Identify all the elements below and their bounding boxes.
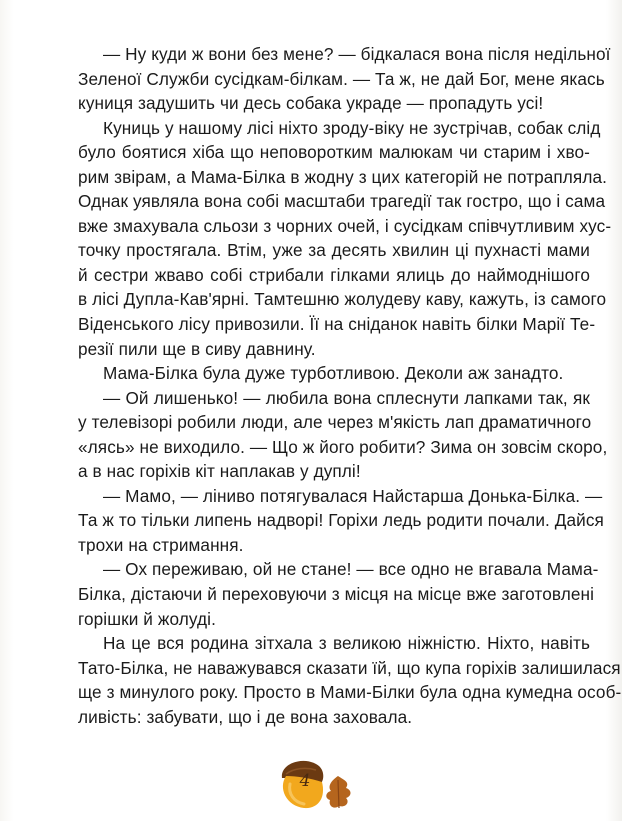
paragraph bbox=[78, 361, 590, 386]
text-line: а в нас горіхів кіт наплакав у дуплі! bbox=[78, 461, 361, 482]
text-line: було боятися хіба що неповоротким малюкам чи старим і хво- bbox=[78, 142, 590, 163]
text-line: — Ой лишенько! — любила вона сплеснути лапками так, як bbox=[103, 387, 590, 408]
page-text bbox=[78, 42, 622, 729]
text-line: — Ну куди ж вони без мене? — бідкалася вона після недільної bbox=[103, 44, 611, 64]
text-line: в лісі Дупла-Кав'ярні. Тамтешню жолудеву каву, кажуть, із самого bbox=[78, 289, 607, 310]
text-line: й сестри жваво собі стрибали гілками ялиць до наймоднішого bbox=[78, 264, 590, 285]
page-number: 4 bbox=[299, 771, 311, 791]
text-line: ще з минулого року. Просто в Мами-Білки була одна кумедна особ- bbox=[78, 682, 622, 703]
text-line: «лясь» не виходило. — Що ж його робити? Зима он зовсім скоро, bbox=[78, 436, 608, 457]
paragraph bbox=[78, 557, 599, 631]
text-line: Білка, дістаючи й переховуючи з місця на місце вже заготовлені bbox=[78, 584, 594, 605]
text-line: у телевізорі робили люди, але через м'якість лап драматичного bbox=[78, 412, 592, 433]
text-line: куниця задушить чи десь собака украде — пропадуть усі! bbox=[78, 93, 544, 114]
text-line: ливість: забувати, що і де вона заховала. bbox=[78, 706, 413, 727]
text-line: Зеленої Служби сусідкам-білкам. — Та ж, не дай Бог, мене якась bbox=[78, 68, 605, 89]
paragraph bbox=[78, 484, 604, 558]
page-number-badge bbox=[276, 754, 356, 814]
paragraph bbox=[78, 631, 622, 729]
oak-leaf-icon bbox=[324, 772, 354, 812]
text-line: Куниць у нашому лісі ніхто зроду-віку не зустрічав, собак слід bbox=[103, 117, 601, 138]
text-line: рим звірам, а Мама-Білка в жодну з цих категорій не потрапляла. bbox=[78, 166, 607, 187]
text-line: трохи на стримання. bbox=[78, 534, 244, 555]
text-line: — Ох переживаю, ой не стане! — все одно не вгавала Мама- bbox=[103, 559, 599, 580]
text-line: На це вся родина зітхала з великою ніжністю. Ніхто, навіть bbox=[103, 633, 590, 654]
text-line: точку простягала. Втім, уже за десять хвилин ці пухнасті мами bbox=[78, 240, 590, 261]
paragraph bbox=[78, 386, 608, 484]
text-line: Та ж то тільки липень надворі! Горіхи ледь родити почали. Дайся bbox=[78, 510, 604, 531]
text-line: Віденського лісу привозили. Її на сніданок навіть білки Марії Те- bbox=[78, 314, 596, 335]
text-line: Мама-Білка була дуже турботливою. Деколи аж занадто. bbox=[103, 363, 564, 384]
paragraph bbox=[78, 116, 612, 361]
paragraph bbox=[78, 42, 611, 116]
text-line: — Мамо, — ліниво потягувалася Найстарша Донька-Білка. — bbox=[103, 485, 603, 506]
text-line: горішки й жолуді. bbox=[78, 608, 216, 629]
text-line: вже змахувала сльози з чорних очей, і сусідкам співчутливим хус- bbox=[78, 215, 612, 236]
text-line: Однак уявляла вона собі масштаби трагедії так гостро, що і сама bbox=[78, 191, 606, 212]
text-line: Тато-Білка, не наважувався сказати їй, що купа горіхів залишилася bbox=[78, 657, 621, 678]
text-line: резії пили ще в сиву давнину. bbox=[78, 338, 316, 359]
